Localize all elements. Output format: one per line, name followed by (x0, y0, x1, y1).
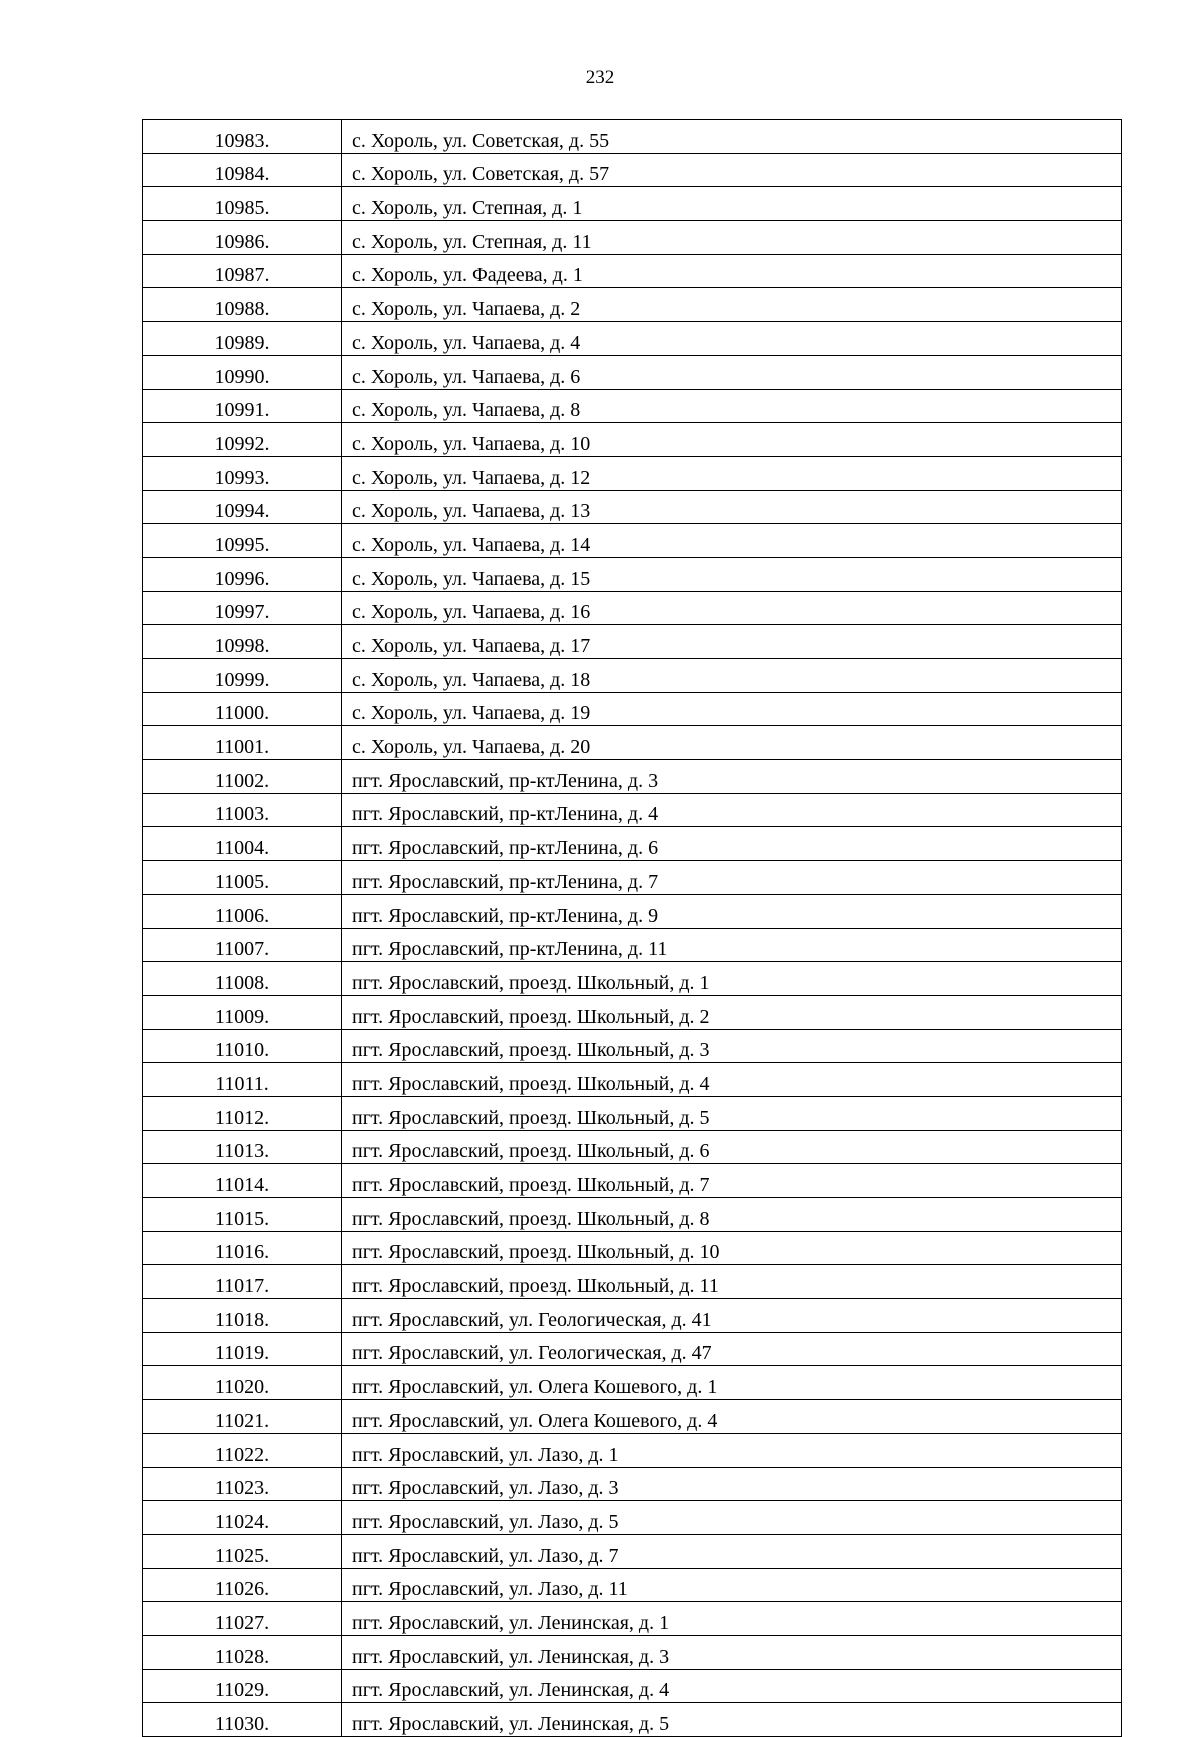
address-cell: с. Хороль, ул. Степная, д. 1 (342, 187, 1122, 221)
row-number-cell: 10983. (143, 120, 342, 154)
table-row (143, 1433, 1122, 1467)
table-row (143, 1164, 1122, 1198)
row-number-cell: 11015. (143, 1198, 342, 1232)
table-row (143, 659, 1122, 693)
table-row (143, 726, 1122, 760)
row-number-cell: 11011. (143, 1063, 342, 1097)
address-cell: пгт. Ярославский, ул. Лазо, д. 7 (342, 1534, 1122, 1568)
address-cell: с. Хороль, ул. Чапаева, д. 19 (342, 692, 1122, 726)
row-number-cell: 11004. (143, 827, 342, 861)
row-number-cell: 11026. (143, 1568, 342, 1602)
table-row (143, 221, 1122, 255)
row-number-cell: 11006. (143, 894, 342, 928)
address-table (142, 119, 1122, 1737)
table-row (143, 1602, 1122, 1636)
address-cell: пгт. Ярославский, ул. Ленинская, д. 3 (342, 1635, 1122, 1669)
table-row (143, 1299, 1122, 1333)
row-number-cell: 11019. (143, 1332, 342, 1366)
address-cell: пгт. Ярославский, проезд. Школьный, д. 10 (342, 1231, 1122, 1265)
row-number-cell: 10991. (143, 389, 342, 423)
row-number-cell: 10984. (143, 153, 342, 187)
address-cell: с. Хороль, ул. Фадеева, д. 1 (342, 254, 1122, 288)
address-cell: пгт. Ярославский, проезд. Школьный, д. 7 (342, 1164, 1122, 1198)
address-cell: пгт. Ярославский, проезд. Школьный, д. 8 (342, 1198, 1122, 1232)
address-cell: пгт. Ярославский, ул. Лазо, д. 5 (342, 1501, 1122, 1535)
table-row (143, 995, 1122, 1029)
table-row (143, 1231, 1122, 1265)
address-cell: с. Хороль, ул. Чапаева, д. 6 (342, 355, 1122, 389)
table-row (143, 1063, 1122, 1097)
address-cell: пгт. Ярославский, пр-ктЛенина, д. 9 (342, 894, 1122, 928)
address-cell: пгт. Ярославский, пр-ктЛенина, д. 6 (342, 827, 1122, 861)
row-number-cell: 11008. (143, 962, 342, 996)
table-row (143, 423, 1122, 457)
address-cell: пгт. Ярославский, ул. Лазо, д. 3 (342, 1467, 1122, 1501)
table-row (143, 1635, 1122, 1669)
row-number-cell: 11016. (143, 1231, 342, 1265)
table-row (143, 524, 1122, 558)
row-number-cell: 10992. (143, 423, 342, 457)
row-number-cell: 10997. (143, 591, 342, 625)
table-row (143, 557, 1122, 591)
row-number-cell: 10993. (143, 456, 342, 490)
table-row (143, 1332, 1122, 1366)
address-cell: пгт. Ярославский, ул. Олега Кошевого, д. 1 (342, 1366, 1122, 1400)
row-number-cell: 10989. (143, 322, 342, 356)
address-cell: с. Хороль, ул. Чапаева, д. 17 (342, 625, 1122, 659)
address-cell: пгт. Ярославский, проезд. Школьный, д. 4 (342, 1063, 1122, 1097)
row-number-cell: 10990. (143, 355, 342, 389)
address-cell: пгт. Ярославский, проезд. Школьный, д. 5 (342, 1096, 1122, 1130)
row-number-cell: 10985. (143, 187, 342, 221)
address-cell: пгт. Ярославский, проезд. Школьный, д. 11 (342, 1265, 1122, 1299)
address-cell: с. Хороль, ул. Степная, д. 11 (342, 221, 1122, 255)
table-row (143, 827, 1122, 861)
row-number-cell: 11024. (143, 1501, 342, 1535)
address-cell: с. Хороль, ул. Чапаева, д. 2 (342, 288, 1122, 322)
address-cell: пгт. Ярославский, проезд. Школьный, д. 6 (342, 1130, 1122, 1164)
table-row (143, 456, 1122, 490)
table-row (143, 591, 1122, 625)
table-row (143, 894, 1122, 928)
row-number-cell: 10996. (143, 557, 342, 591)
row-number-cell: 11028. (143, 1635, 342, 1669)
address-cell: пгт. Ярославский, ул. Геологическая, д. 41 (342, 1299, 1122, 1333)
row-number-cell: 10995. (143, 524, 342, 558)
address-cell: пгт. Ярославский, проезд. Школьный, д. 3 (342, 1029, 1122, 1063)
address-cell: пгт. Ярославский, пр-ктЛенина, д. 3 (342, 760, 1122, 794)
address-cell: с. Хороль, ул. Чапаева, д. 15 (342, 557, 1122, 591)
address-cell: пгт. Ярославский, ул. Ленинская, д. 4 (342, 1669, 1122, 1703)
row-number-cell: 11012. (143, 1096, 342, 1130)
address-cell: пгт. Ярославский, пр-ктЛенина, д. 4 (342, 793, 1122, 827)
address-cell: с. Хороль, ул. Чапаева, д. 16 (342, 591, 1122, 625)
address-cell: с. Хороль, ул. Чапаева, д. 14 (342, 524, 1122, 558)
row-number-cell: 10988. (143, 288, 342, 322)
address-cell: с. Хороль, ул. Советская, д. 55 (342, 120, 1122, 154)
row-number-cell: 10998. (143, 625, 342, 659)
table-row (143, 625, 1122, 659)
table-row (143, 1400, 1122, 1434)
row-number-cell: 11013. (143, 1130, 342, 1164)
row-number-cell: 10994. (143, 490, 342, 524)
address-cell: пгт. Ярославский, ул. Ленинская, д. 5 (342, 1703, 1122, 1737)
table-row (143, 254, 1122, 288)
row-number-cell: 11014. (143, 1164, 342, 1198)
address-cell: пгт. Ярославский, проезд. Школьный, д. 1 (342, 962, 1122, 996)
row-number-cell: 11020. (143, 1366, 342, 1400)
table-row (143, 490, 1122, 524)
table-row (143, 1467, 1122, 1501)
table-row (143, 692, 1122, 726)
table-row (143, 1366, 1122, 1400)
row-number-cell: 11005. (143, 861, 342, 895)
table-row (143, 1265, 1122, 1299)
address-cell: с. Хороль, ул. Чапаева, д. 10 (342, 423, 1122, 457)
address-cell: пгт. Ярославский, ул. Ленинская, д. 1 (342, 1602, 1122, 1636)
address-cell: с. Хороль, ул. Чапаева, д. 8 (342, 389, 1122, 423)
address-cell: пгт. Ярославский, ул. Лазо, д. 11 (342, 1568, 1122, 1602)
table-row (143, 187, 1122, 221)
address-cell: пгт. Ярославский, пр-ктЛенина, д. 11 (342, 928, 1122, 962)
table-row (143, 1096, 1122, 1130)
row-number-cell: 11030. (143, 1703, 342, 1737)
row-number-cell: 11027. (143, 1602, 342, 1636)
row-number-cell: 11023. (143, 1467, 342, 1501)
address-cell: пгт. Ярославский, проезд. Школьный, д. 2 (342, 995, 1122, 1029)
row-number-cell: 11021. (143, 1400, 342, 1434)
table-row (143, 389, 1122, 423)
row-number-cell: 11010. (143, 1029, 342, 1063)
address-cell: пгт. Ярославский, ул. Геологическая, д. 47 (342, 1332, 1122, 1366)
row-number-cell: 10987. (143, 254, 342, 288)
table-row (143, 1130, 1122, 1164)
row-number-cell: 10999. (143, 659, 342, 693)
table-row (143, 288, 1122, 322)
row-number-cell: 11017. (143, 1265, 342, 1299)
address-cell: с. Хороль, ул. Чапаева, д. 13 (342, 490, 1122, 524)
table-row (143, 1534, 1122, 1568)
row-number-cell: 11009. (143, 995, 342, 1029)
address-table-body (143, 120, 1122, 1737)
table-row (143, 1198, 1122, 1232)
table-row (143, 322, 1122, 356)
table-row (143, 793, 1122, 827)
row-number-cell: 10986. (143, 221, 342, 255)
row-number-cell: 11007. (143, 928, 342, 962)
address-cell: пгт. Ярославский, ул. Олега Кошевого, д. 4 (342, 1400, 1122, 1434)
table-row (143, 1669, 1122, 1703)
address-cell: пгт. Ярославский, ул. Лазо, д. 1 (342, 1433, 1122, 1467)
address-cell: пгт. Ярославский, пр-ктЛенина, д. 7 (342, 861, 1122, 895)
table-row (143, 1568, 1122, 1602)
page-number: 232 (585, 67, 615, 88)
table-row (143, 355, 1122, 389)
row-number-cell: 11002. (143, 760, 342, 794)
row-number-cell: 11029. (143, 1669, 342, 1703)
table-row (143, 760, 1122, 794)
table-row (143, 962, 1122, 996)
table-row (143, 1501, 1122, 1535)
address-cell: с. Хороль, ул. Чапаева, д. 12 (342, 456, 1122, 490)
address-cell: с. Хороль, ул. Советская, д. 57 (342, 153, 1122, 187)
row-number-cell: 11025. (143, 1534, 342, 1568)
row-number-cell: 11022. (143, 1433, 342, 1467)
table-row (143, 120, 1122, 154)
table-row (143, 928, 1122, 962)
table-row (143, 1029, 1122, 1063)
address-cell: с. Хороль, ул. Чапаева, д. 4 (342, 322, 1122, 356)
table-row (143, 861, 1122, 895)
table-row (143, 153, 1122, 187)
row-number-cell: 11001. (143, 726, 342, 760)
address-cell: с. Хороль, ул. Чапаева, д. 18 (342, 659, 1122, 693)
row-number-cell: 11003. (143, 793, 342, 827)
row-number-cell: 11018. (143, 1299, 342, 1333)
address-cell: с. Хороль, ул. Чапаева, д. 20 (342, 726, 1122, 760)
row-number-cell: 11000. (143, 692, 342, 726)
table-row (143, 1703, 1122, 1737)
